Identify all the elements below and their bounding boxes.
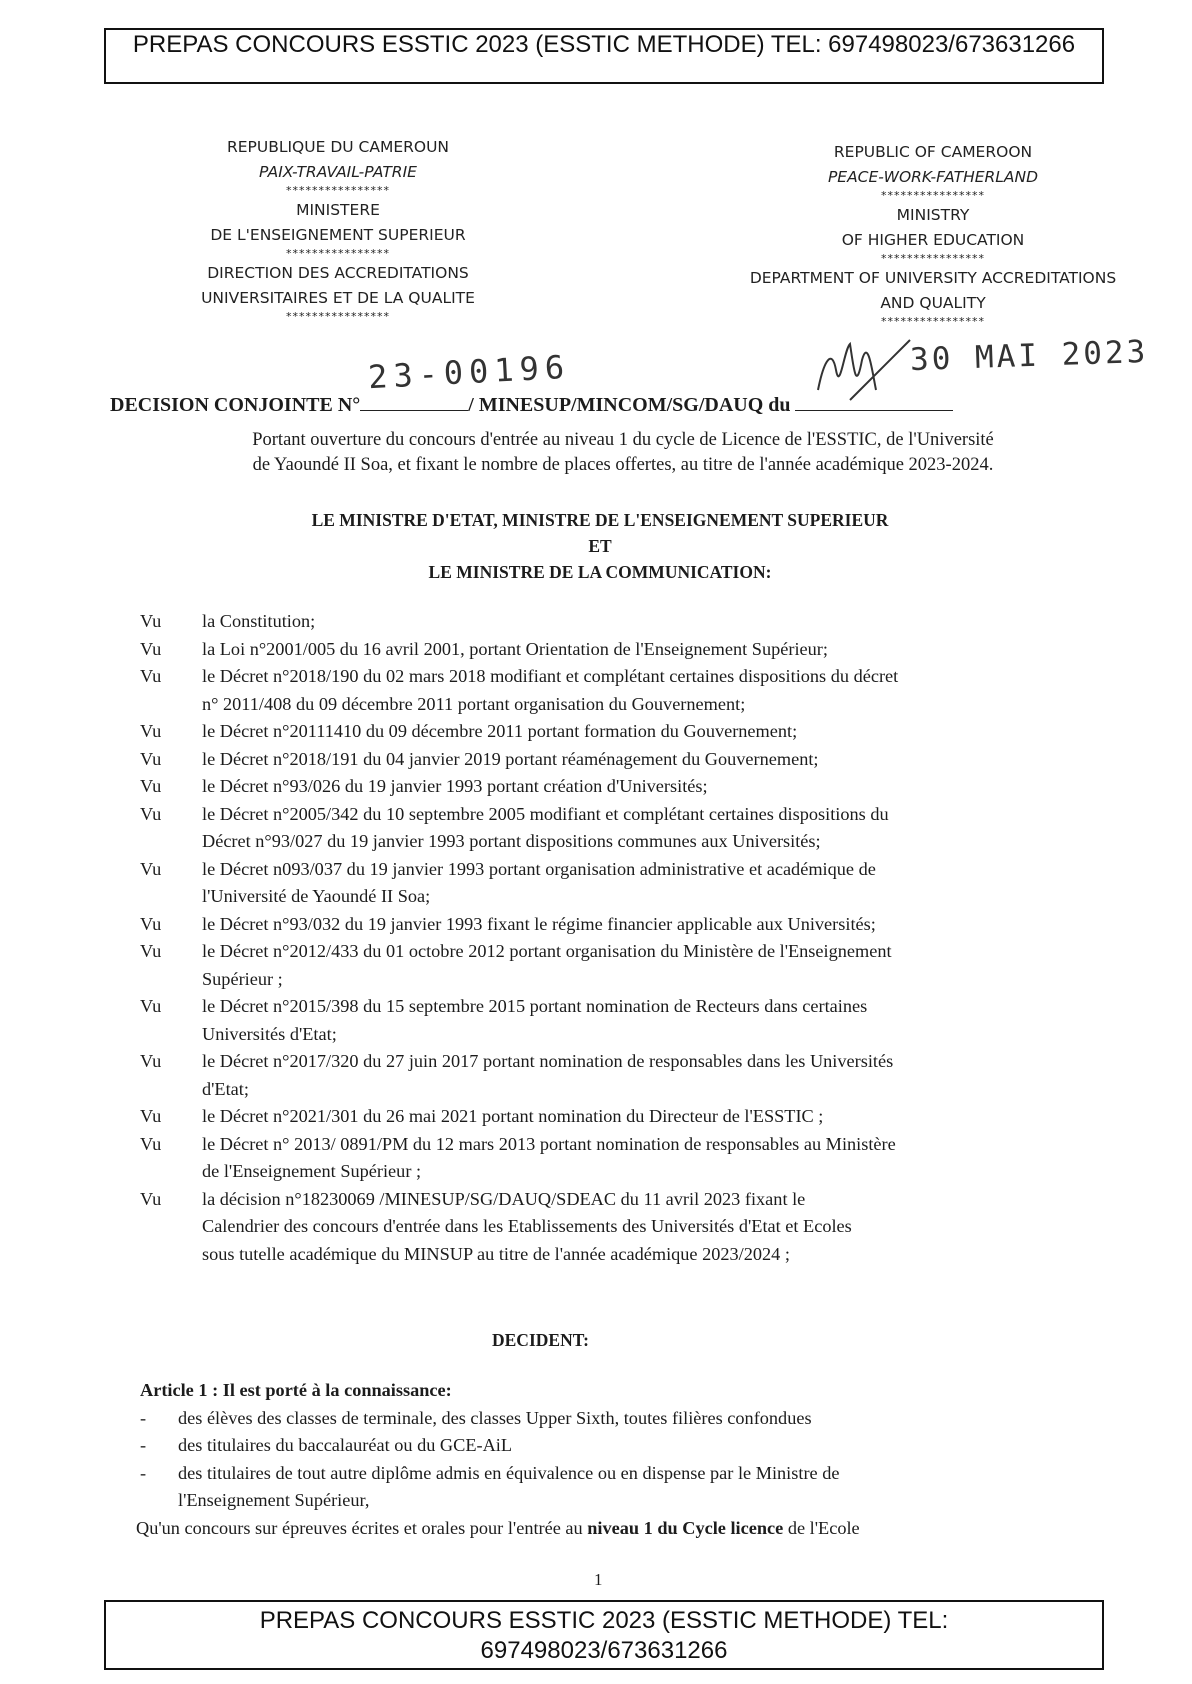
vu-text: la Loi n°2001/005 du 16 avril 2001, portant Orientation de l'Enseignement Supérieur; [202,638,828,659]
bullet-dash: - [140,1435,147,1455]
ministers-line-3: LE MINISTRE DE LA COMMUNICATION: [428,562,772,582]
vu-item [140,801,1090,829]
vu-text-continued: d'Etat; [202,1078,249,1099]
vu-item [140,938,1090,966]
header-en-stars-3: **************** [881,315,985,328]
article-1-bullet-3-cont: l'Enseignement Supérieur, [178,1490,370,1510]
article-1-bullet-3 [140,1460,1090,1488]
vu-label: Vu [140,748,162,769]
vu-text-continued: sous tutelle académique du MINSUP au titre de l'année académique 2023/2024 ; [202,1243,790,1264]
vu-text-continued: Universités d'Etat; [202,1023,337,1044]
bullet-dash: - [140,1462,147,1483]
vu-text-continued: Décret n°93/027 du 19 janvier 1993 portant dispositions communes aux Universités; [202,831,821,851]
vu-text: le Décret n°93/032 du 19 janvier 1993 fixant le régime financier applicable aux Universités; [202,913,876,934]
decision-subtitle [148,428,1098,478]
vu-label: Vu [140,858,162,879]
vu-text: le Décret n°2015/398 du 15 septembre 2015 portant nomination de Recteurs dans certaines [202,996,868,1016]
header-fr-stars-1: **************** [286,184,390,197]
vu-text: le Décret n°20111410 du 09 décembre 2011 portant formation du Gouvernement; [202,721,798,741]
bullet-dash: - [140,1407,147,1428]
vu-text: le Décret n°93/026 du 19 janvier 1993 portant création d'Universités; [202,776,708,796]
vu-list [140,608,1090,1268]
vu-text: la décision n°18230069 /MINESUP/SG/DAUQ/SDEAC du 11 avril 2023 fixant le [202,1188,806,1209]
header-fr-direction-name: UNIVERSITAIRES ET DE LA QUALITE [201,288,475,307]
vu-text: le Décret n°2012/433 du 01 octobre 2012 portant organisation du Ministère de l'Enseignement [202,941,892,961]
decision-title-prefix: DECISION CONJOINTE N° [110,394,361,416]
vu-label: Vu [140,1051,162,1071]
header-en-ministry: MINISTRY [896,206,970,224]
vu-item [140,911,1090,939]
vu-item [140,856,1090,884]
vu-text: la Constitution; [202,611,316,631]
vu-item [140,993,1090,1021]
vu-text: le Décret n°2018/190 du 02 mars 2018 modifiant et complétant certaines dispositions du décret [202,666,899,686]
page-number: 1 [594,1570,603,1589]
vu-item [140,1131,1090,1159]
vu-text: le Décret n°2005/342 du 10 septembre 2005 modifiant et complétant certaines dispositions du [202,803,889,824]
ministers-line-2: ET [588,536,612,556]
vu-item [140,746,1090,774]
vu-text: le Décret n°2017/320 du 27 juin 2017 portant nomination de responsables dans les Universités [202,1051,894,1071]
vu-label: Vu [140,803,162,824]
bottom-banner-line-1: PREPAS CONCOURS ESSTIC 2023 (ESSTIC METHODE) TEL: [259,1607,949,1634]
vu-label: Vu [140,776,162,796]
bullet-text: des titulaires du baccalauréat ou du GCE-AiL [178,1435,513,1455]
header-fr-ministry: MINISTERE [296,201,380,219]
vu-item [140,663,1090,691]
vu-text-continued: Calendrier des concours d'entrée dans les Etablissements des Universités d'Etat et Ecoles [202,1216,852,1236]
vu-item [140,1186,1090,1214]
vu-item [140,718,1090,746]
vu-label: Vu [140,721,162,741]
header-fr-stars-2: **************** [286,247,390,260]
stamp-date: 30 MAI 2023 [909,333,1149,379]
vu-label: Vu [140,913,162,934]
header-french [168,135,508,324]
subtitle-line-1: Portant ouverture du concours d'entrée au niveau 1 du cycle de Licence de l'ESSTIC, de l'Université [252,430,994,450]
header-fr-motto: PAIX-TRAVAIL-PATRIE [259,162,417,181]
article-1-bullet-1 [140,1405,1090,1433]
header-fr-republic: REPUBLIQUE DU CAMEROUN [226,138,450,156]
header-en-stars-1: **************** [881,189,985,202]
header-english [718,140,1148,329]
vu-text: le Décret n°2021/301 du 26 mai 2021 portant nomination du Directeur de l'ESSTIC ; [202,1106,824,1126]
vu-item [140,608,1090,636]
decision-date-blank [795,396,953,411]
article-1 [136,1377,1090,1542]
vu-text-continued: n° 2011/408 du 09 décembre 2011 portant organisation du Gouvernement; [202,693,746,714]
decision-number-blank [360,396,468,411]
vu-item [140,1048,1090,1076]
vu-item [140,773,1090,801]
decident-heading: DECIDENT: [492,1330,589,1350]
vu-label: Vu [140,1106,162,1126]
vu-label: Vu [140,996,162,1016]
header-fr-direction: DIRECTION DES ACCREDITATIONS [207,264,469,282]
statement-part-3: de l'Ecole [783,1517,860,1538]
header-en-department-name: AND QUALITY [880,293,986,312]
vu-item [140,1103,1090,1131]
bullet-text: des élèves des classes de terminale, des classes Upper Sixth, toutes filières confondues [178,1407,812,1428]
header-en-motto: PEACE-WORK-FATHERLAND [827,167,1039,186]
vu-label: Vu [140,611,162,631]
header-en-ministry-name: OF HIGHER EDUCATION [841,230,1025,249]
vu-label: Vu [140,941,162,961]
bullet-text: des titulaires de tout autre diplôme admis en équivalence ou en dispense par le Ministre de [178,1462,840,1483]
vu-item [140,636,1090,664]
decision-title [110,394,953,417]
top-banner-text: PREPAS CONCOURS ESSTIC 2023 (ESSTIC METHODE) TEL: 697498023/673631266 [132,31,1076,58]
header-en-stars-2: **************** [881,252,985,265]
article-1-bullet-2 [140,1432,1090,1460]
bottom-banner [104,1600,1104,1670]
subtitle-line-2: de Yaoundé II Soa, et fixant le nombre de places offertes, au titre de l'année académique 2023-2024. [252,455,994,475]
bottom-banner-line-2: 697498023/673631266 [480,1637,728,1664]
vu-text-continued: de l'Enseignement Supérieur ; [202,1161,422,1181]
vu-text: le Décret n° 2013/ 0891/PM du 12 mars 2013 portant nomination de responsables au Ministère [202,1133,896,1154]
header-fr-stars-3: **************** [286,310,390,323]
vu-label: Vu [140,638,162,659]
vu-label: Vu [140,1188,162,1209]
article-1-title: Article 1 : Il est porté à la connaissance: [140,1380,452,1400]
statement-part-1: Qu'un concours sur épreuves écrites et orales pour l'entrée au [136,1517,588,1538]
header-fr-ministry-name: DE L'ENSEIGNEMENT SUPERIEUR [210,225,466,244]
vu-label: Vu [140,666,162,686]
article-1-statement [136,1515,1090,1543]
vu-text: le Décret n093/037 du 19 janvier 1993 portant organisation administrative et académique de [202,858,876,879]
header-en-department: DEPARTMENT OF UNIVERSITY ACCREDITATIONS [749,269,1117,287]
ministers-line-1: LE MINISTRE D'ETAT, MINISTRE DE L'ENSEIGNEMENT SUPERIEUR [311,510,889,530]
vu-text-continued: l'Université de Yaoundé II Soa; [202,886,431,906]
vu-label: Vu [140,1133,162,1154]
stamp-decision-number: 23-00196 [367,347,571,397]
decision-title-suffix: / MINESUP/MINCOM/SG/DAUQ du [468,394,791,416]
vu-text: le Décret n°2018/191 du 04 janvier 2019 portant réaménagement du Gouvernement; [202,748,819,769]
top-banner [104,28,1104,84]
header-en-republic: REPUBLIC OF CAMEROON [833,143,1033,161]
ministers-heading [200,507,1000,585]
vu-text-continued: Supérieur ; [202,968,283,989]
statement-part-2: niveau 1 du Cycle licence [587,1517,784,1538]
